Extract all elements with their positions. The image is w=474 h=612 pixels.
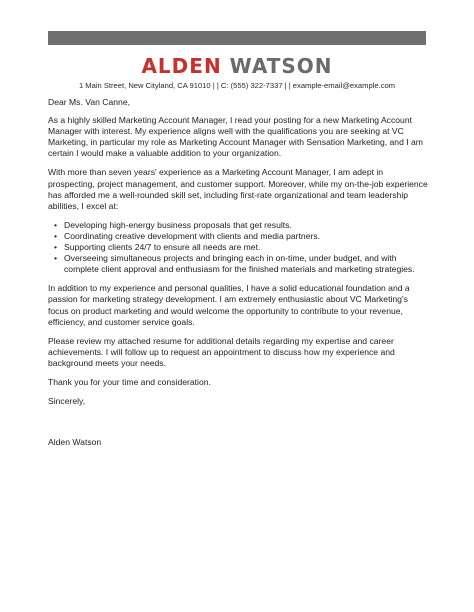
skills-list: [48, 220, 428, 275]
skill-text: Supporting clients 24/7 to ensure all needs are met.: [64, 242, 261, 253]
list-item: [48, 242, 428, 253]
applicant-name: [0, 54, 474, 78]
letter-body: [48, 97, 428, 456]
last-name: WATSON: [229, 54, 333, 78]
header-bar: [48, 31, 426, 45]
followup-paragraph: Please review my attached resume for additional details regarding my expertise and career achievements. I will follow up to request an appointment to discuss how my experience and background meets your needs.: [48, 335, 395, 368]
bullet-icon: •: [54, 230, 58, 241]
contact-info: 1 Main Street, New Cityland, CA 91010 | | C: (555) 322-7337 | | example-email@example.com: [78, 81, 396, 90]
list-item: [48, 253, 428, 275]
bullet-icon: •: [54, 242, 58, 253]
first-name: ALDEN: [141, 54, 222, 78]
closing: Sincerely,: [48, 396, 86, 407]
skill-text: Developing high-energy business proposals that get results.: [64, 219, 292, 230]
intro-paragraph: As a highly skilled Marketing Account Manager, I read your posting for a new Marketing Account Manager with interest. My experience aligns well with the qualifications you are seeking at VC Marketing, in particular my role as Marketing Account Manager with Sensation Marketing, and I am certain I would make a valuable addition to your organization.: [48, 115, 423, 159]
bullet-icon: •: [54, 219, 58, 230]
list-item: [48, 220, 428, 231]
skill-text: Coordinating creative development with clients and media partners.: [64, 230, 321, 241]
thanks-paragraph: Thank you for your time and consideration.: [48, 376, 211, 387]
skill-text: Overseeing simultaneous projects and bringing each in on-time, under budget, and with complete client approval and enthusiasm for the finished materials and marketing strategies.: [64, 253, 415, 275]
experience-paragraph: With more than seven years' experience as a Marketing Account Manager, I am adept in prospecting, project management, and customer support. Moreover, while my on-the-job experience has afforded me a well-rounded skill set, including first-rate organizational and team leadership abilities, I excel at:: [48, 167, 428, 211]
list-item: [48, 231, 428, 242]
education-paragraph: In addition to my experience and personal qualities, I have a solid educational foundation and a passion for marketing strategy development. I am extremely enthusiastic about VC Marketing's focus on product marketing and would welcome the opportunity to contribute to your revenue, efficiency, and customer service goals.: [48, 283, 410, 327]
salutation: Dear Ms. Van Canne,: [48, 97, 130, 107]
bullet-icon: •: [54, 253, 58, 264]
signature: Alden Watson: [48, 437, 102, 448]
